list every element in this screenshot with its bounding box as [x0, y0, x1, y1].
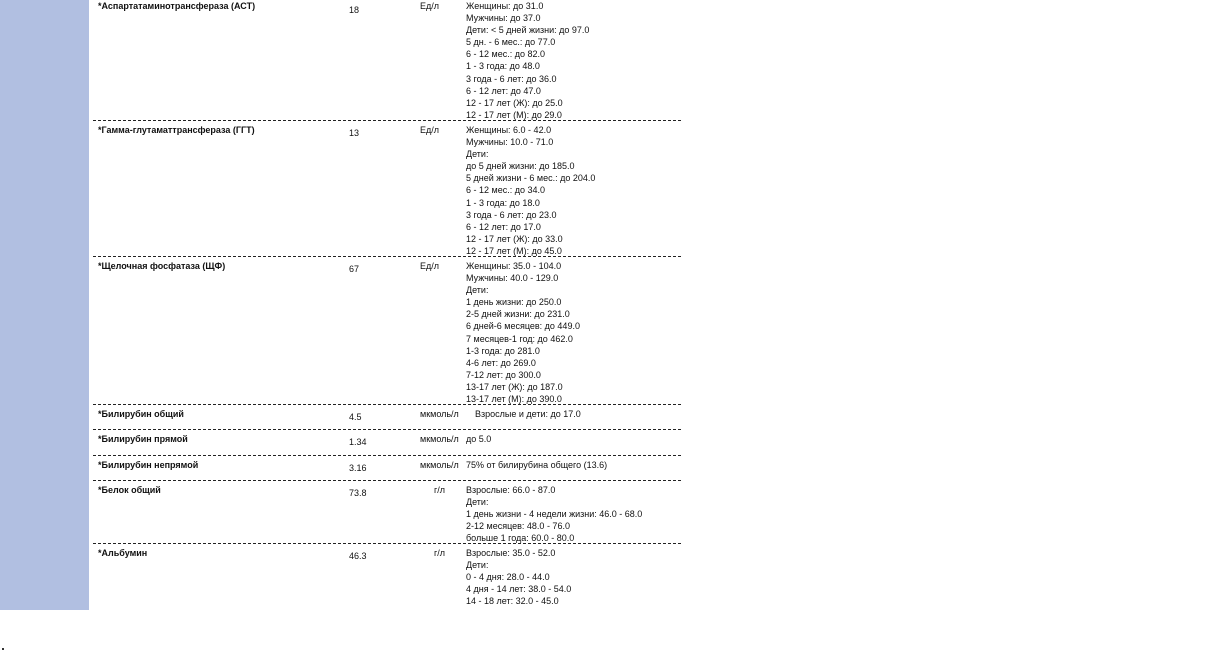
test-value: 3.16 [349, 463, 367, 473]
reference-line: 5 дн. - 6 мес.: до 77.0 [466, 37, 556, 48]
reference-line: Мужчины: 40.0 - 129.0 [466, 273, 559, 284]
reference-line: 13-17 лет (М): до 390.0 [466, 394, 562, 405]
reference-line: 14 - 18 лет: 32.0 - 45.0 [466, 596, 559, 607]
reference-line: 5 дней жизни - 6 мес.: до 204.0 [466, 173, 596, 184]
reference-line: 1 день жизни - 4 недели жизни: 46.0 - 68.0 [466, 509, 643, 520]
test-name: *Билирубин прямой [98, 434, 188, 444]
test-value: 1.34 [349, 437, 367, 447]
result-row-bilirubin-direct [93, 430, 681, 456]
test-name: *Альбумин [98, 548, 148, 558]
reference-line: 3 года - 6 лет: до 36.0 [466, 73, 557, 84]
test-value: 18 [349, 5, 360, 15]
test-unit: г/л [434, 485, 446, 495]
test-name: *Билирубин непрямой [98, 460, 199, 470]
reference-line: Взрослые: 35.0 - 52.0 [466, 548, 556, 558]
result-row-bilirubin-indirect [93, 456, 681, 481]
reference-range [466, 547, 571, 607]
test-name: *Билирубин общий [98, 409, 184, 419]
reference-line: больше 1 года: 60.0 - 80.0 [466, 533, 575, 544]
test-value: 46.3 [349, 551, 367, 561]
reference-line: 0 - 4 дня: 28.0 - 44.0 [466, 572, 550, 583]
result-row-albumin [93, 544, 681, 610]
test-unit: мкмоль/л [420, 460, 459, 470]
reference-range [466, 459, 607, 471]
test-value: 13 [349, 128, 360, 138]
test-value: 4.5 [349, 412, 362, 422]
reference-line: 6 - 12 лет: до 47.0 [466, 85, 541, 96]
reference-line: 1-3 года: до 281.0 [466, 345, 540, 356]
test-name: *Щелочная фосфатаза (ЩФ) [98, 261, 226, 271]
test-unit: мкмоль/л [420, 409, 459, 419]
reference-line: Дети: < 5 дней жизни: до 97.0 [466, 25, 590, 36]
reference-line: Мужчины: до 37.0 [466, 13, 541, 24]
reference-line: 6 дней-6 месяцев: до 449.0 [466, 321, 580, 332]
test-unit: г/л [434, 548, 446, 558]
reference-line: 7-12 лет: до 300.0 [466, 369, 541, 380]
reference-line: 6 - 12 мес.: до 34.0 [466, 185, 545, 196]
test-name: *Гамма-глутаматтрансфераза (ГГТ) [98, 125, 255, 135]
result-row-alp [93, 257, 681, 405]
reference-line: Женщины: 6.0 - 42.0 [466, 125, 552, 135]
reference-line: Дети: [466, 149, 489, 160]
reference-line: 6 - 12 лет: до 17.0 [466, 221, 541, 232]
reference-line: Взрослые: 66.0 - 87.0 [466, 485, 556, 495]
reference-range [466, 433, 491, 445]
test-value: 67 [349, 264, 360, 274]
lab-results-sheet [93, 0, 681, 610]
test-unit: мкмоль/л [420, 434, 459, 444]
reference-line: 2-12 месяцев: 48.0 - 76.0 [466, 521, 570, 532]
stray-mark [2, 648, 4, 650]
reference-line: 4 дня - 14 лет: 38.0 - 54.0 [466, 584, 572, 595]
reference-line: до 5 дней жизни: до 185.0 [466, 161, 575, 172]
reference-line: Дети: [466, 285, 489, 296]
result-row-ast [93, 0, 681, 121]
result-row-bilirubin-total [93, 405, 681, 430]
reference-line: Женщины: 35.0 - 104.0 [466, 261, 562, 271]
reference-line: 12 - 17 лет (М): до 45.0 [466, 245, 562, 256]
reference-range [475, 408, 581, 420]
reference-line: 12 - 17 лет (Ж): до 33.0 [466, 233, 563, 244]
reference-line: 6 - 12 мес.: до 82.0 [466, 49, 545, 60]
reference-line: Дети: [466, 497, 489, 508]
reference-range [466, 260, 580, 405]
test-name: *Аспартатаминотрансфераза (АСТ) [98, 1, 256, 11]
reference-line: Мужчины: 10.0 - 71.0 [466, 137, 554, 148]
reference-line: Женщины: до 31.0 [466, 1, 544, 11]
reference-line: Дети: [466, 560, 489, 571]
test-unit: Ед/л [420, 261, 440, 271]
test-unit: Ед/л [420, 125, 440, 135]
left-margin-bar [0, 0, 89, 610]
reference-range [466, 124, 595, 257]
result-row-total-protein [93, 481, 681, 544]
reference-line: 1 день жизни: до 250.0 [466, 297, 562, 308]
reference-line: 1 - 3 года: до 18.0 [466, 197, 540, 208]
reference-line: 3 года - 6 лет: до 23.0 [466, 209, 557, 220]
reference-line: 12 - 17 лет (Ж): до 25.0 [466, 97, 563, 108]
test-unit: Ед/л [420, 1, 440, 11]
reference-line: 13-17 лет (Ж): до 187.0 [466, 381, 563, 392]
reference-line: 75% от билирубина общего (13.6) [466, 460, 608, 470]
reference-line: до 5.0 [466, 434, 492, 444]
test-name: *Белок общий [98, 485, 161, 495]
result-row-ggt [93, 121, 681, 257]
reference-line: 2-5 дней жизни: до 231.0 [466, 309, 570, 320]
reference-range [466, 484, 642, 544]
reference-line: 7 месяцев-1 год: до 462.0 [466, 333, 573, 344]
reference-range [466, 0, 589, 121]
reference-line: 4-6 лет: до 269.0 [466, 357, 536, 368]
reference-line: Взрослые и дети: до 17.0 [475, 409, 581, 419]
reference-line: 12 - 17 лет (М): до 29.0 [466, 109, 562, 120]
test-value: 73.8 [349, 488, 367, 498]
reference-line: 1 - 3 года: до 48.0 [466, 61, 540, 72]
